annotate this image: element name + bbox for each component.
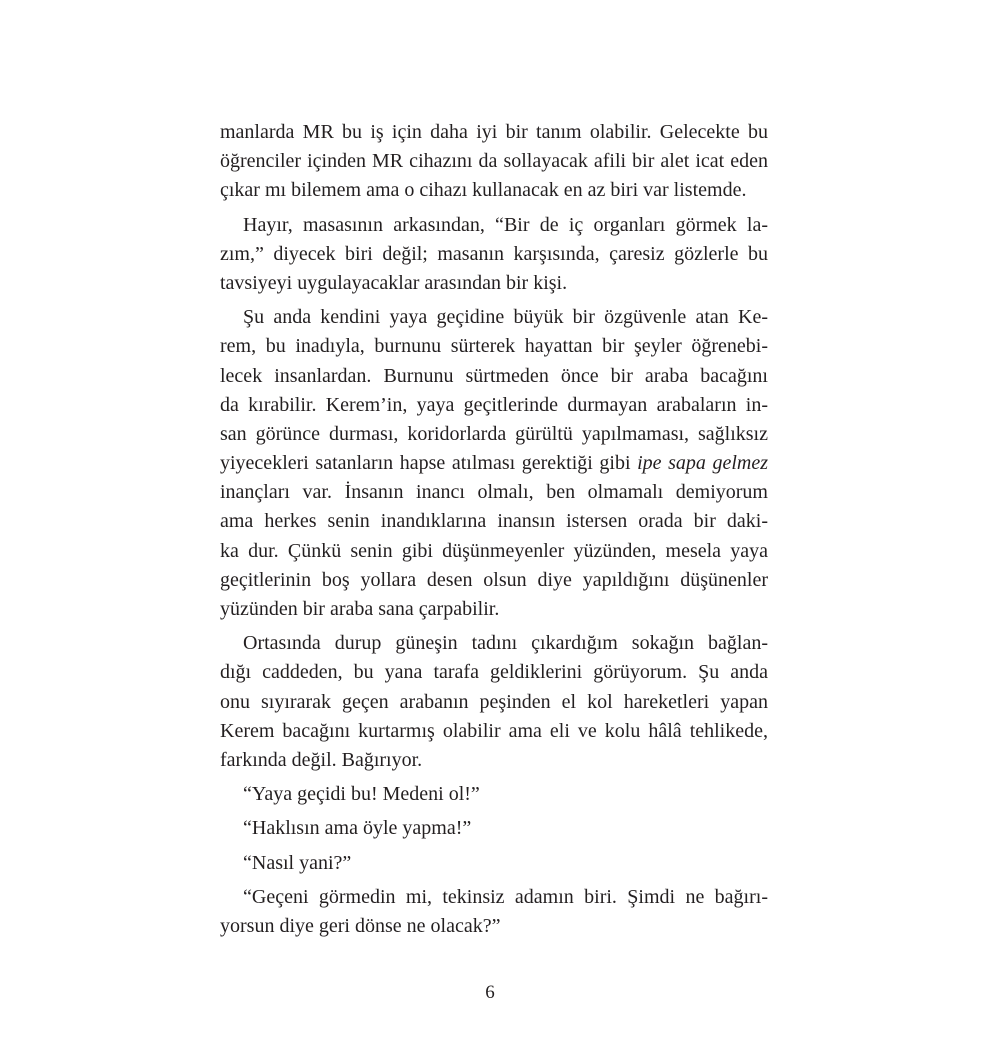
line-text: inançları var. İnsanın inancı olmalı, ben olmamalı demiyorum	[220, 481, 768, 504]
text-line	[220, 269, 768, 298]
paragraph	[220, 118, 768, 206]
text-line	[220, 849, 768, 878]
line-text: “Geçeni görmedin mi, tekinsiz adamın biri. Şimdi ne bağırı-	[243, 885, 768, 908]
text-line	[220, 176, 768, 205]
text-line	[220, 303, 768, 332]
paragraph	[220, 849, 768, 878]
line-text: “Haklısın ama öyle yapma!”	[243, 817, 472, 840]
line-text: yüzünden bir araba sana çarpabilir.	[220, 598, 500, 620]
text-line	[220, 537, 768, 566]
line-text: ama herkes senin inandıklarına inansın istersen orada bir daki-	[220, 510, 768, 533]
line-text: tavsiyeyi uygulayacaklar arasından bir kişi.	[220, 271, 568, 294]
text-line	[220, 507, 768, 536]
text-line	[220, 658, 768, 687]
text-line	[220, 780, 768, 809]
text-line	[220, 746, 768, 775]
text-line	[220, 912, 768, 941]
text-line	[220, 688, 768, 717]
line-text: onu sıyırarak geçen arabanın peşinden el kol hareketleri yapan	[220, 690, 768, 713]
paragraph	[220, 629, 768, 775]
text-line	[220, 362, 768, 391]
text-line	[220, 211, 768, 240]
text-line	[220, 118, 768, 147]
line-text: dığı caddeden, bu yana tarafa geldiklerini görüyorum. Şu anda	[220, 661, 768, 684]
line-text: çıkar mı bilemem ama o cihazı kullanacak en az biri var listemde.	[220, 179, 747, 202]
text-line	[220, 566, 768, 595]
line-text: manlarda MR bu iş için daha iyi bir tanım olabilir. Gelecekte bu	[220, 121, 768, 143]
emphasis-text: ipe sapa gelmez	[637, 452, 768, 475]
line-text: lecek insanlardan. Burnunu sürtmeden önce bir araba bacağını	[220, 364, 768, 387]
text-line	[220, 814, 768, 843]
paragraph	[220, 883, 768, 941]
line-text: zım,” diyecek biri değil; masanın karşısında, çaresiz gözlerle bu	[220, 242, 768, 265]
line-text: Kerem bacağını kurtarmış olabilir ama eli ve kolu hâlâ tehlikede,	[220, 719, 768, 742]
text-line	[220, 478, 768, 507]
line-text: Ortasında durup güneşin tadını çıkardığım sokağın bağlan-	[243, 632, 768, 655]
page-number: 6	[485, 982, 495, 1003]
paragraph	[220, 814, 768, 843]
line-text: da kırabilir. Kerem’in, yaya geçitlerinde durmayan arabaların in-	[220, 393, 768, 416]
paragraph	[220, 780, 768, 809]
line-text: “Nasıl yani?”	[243, 851, 352, 874]
line-text: farkında değil. Bağırıyor.	[220, 748, 423, 771]
line-text: yorsun diye geri dönse ne olacak?”	[220, 914, 501, 937]
text-line	[220, 147, 768, 176]
paragraph	[220, 211, 768, 299]
line-text: Şu anda kendini yaya geçidine büyük bir özgüvenle atan Ke-	[243, 306, 768, 329]
line-text: rem, bu inadıyla, burnunu sürterek hayattan bir şeyler öğrenebi-	[220, 335, 768, 358]
line-text: Hayır, masasının arkasından, “Bir de iç organları görmek la-	[243, 213, 768, 236]
body-text	[220, 118, 768, 941]
text-line	[220, 449, 768, 478]
line-text: san görünce durması, koridorlarda gürültü yapılmaması, sağlıksız	[220, 422, 768, 445]
text-line	[220, 391, 768, 420]
line-text: geçitlerinin boş yollara desen olsun diye yapıldığını düşünenler	[220, 568, 768, 591]
text-line	[220, 717, 768, 746]
text-line	[220, 595, 768, 624]
line-text: yiyecekleri satanların hapse atılması gerektiği gibi	[220, 452, 638, 475]
text-line	[220, 883, 768, 912]
line-text: öğrenciler içinden MR cihazını da sollayacak afili bir alet icat eden	[220, 150, 768, 173]
text-line	[220, 420, 768, 449]
text-line	[220, 332, 768, 361]
text-line	[220, 629, 768, 658]
line-text: ka dur. Çünkü senin gibi düşünmeyenler yüzünden, mesela yaya	[220, 539, 768, 562]
paragraph	[220, 303, 768, 624]
text-line	[220, 240, 768, 269]
line-text: “Yaya geçidi bu! Medeni ol!”	[243, 783, 480, 806]
